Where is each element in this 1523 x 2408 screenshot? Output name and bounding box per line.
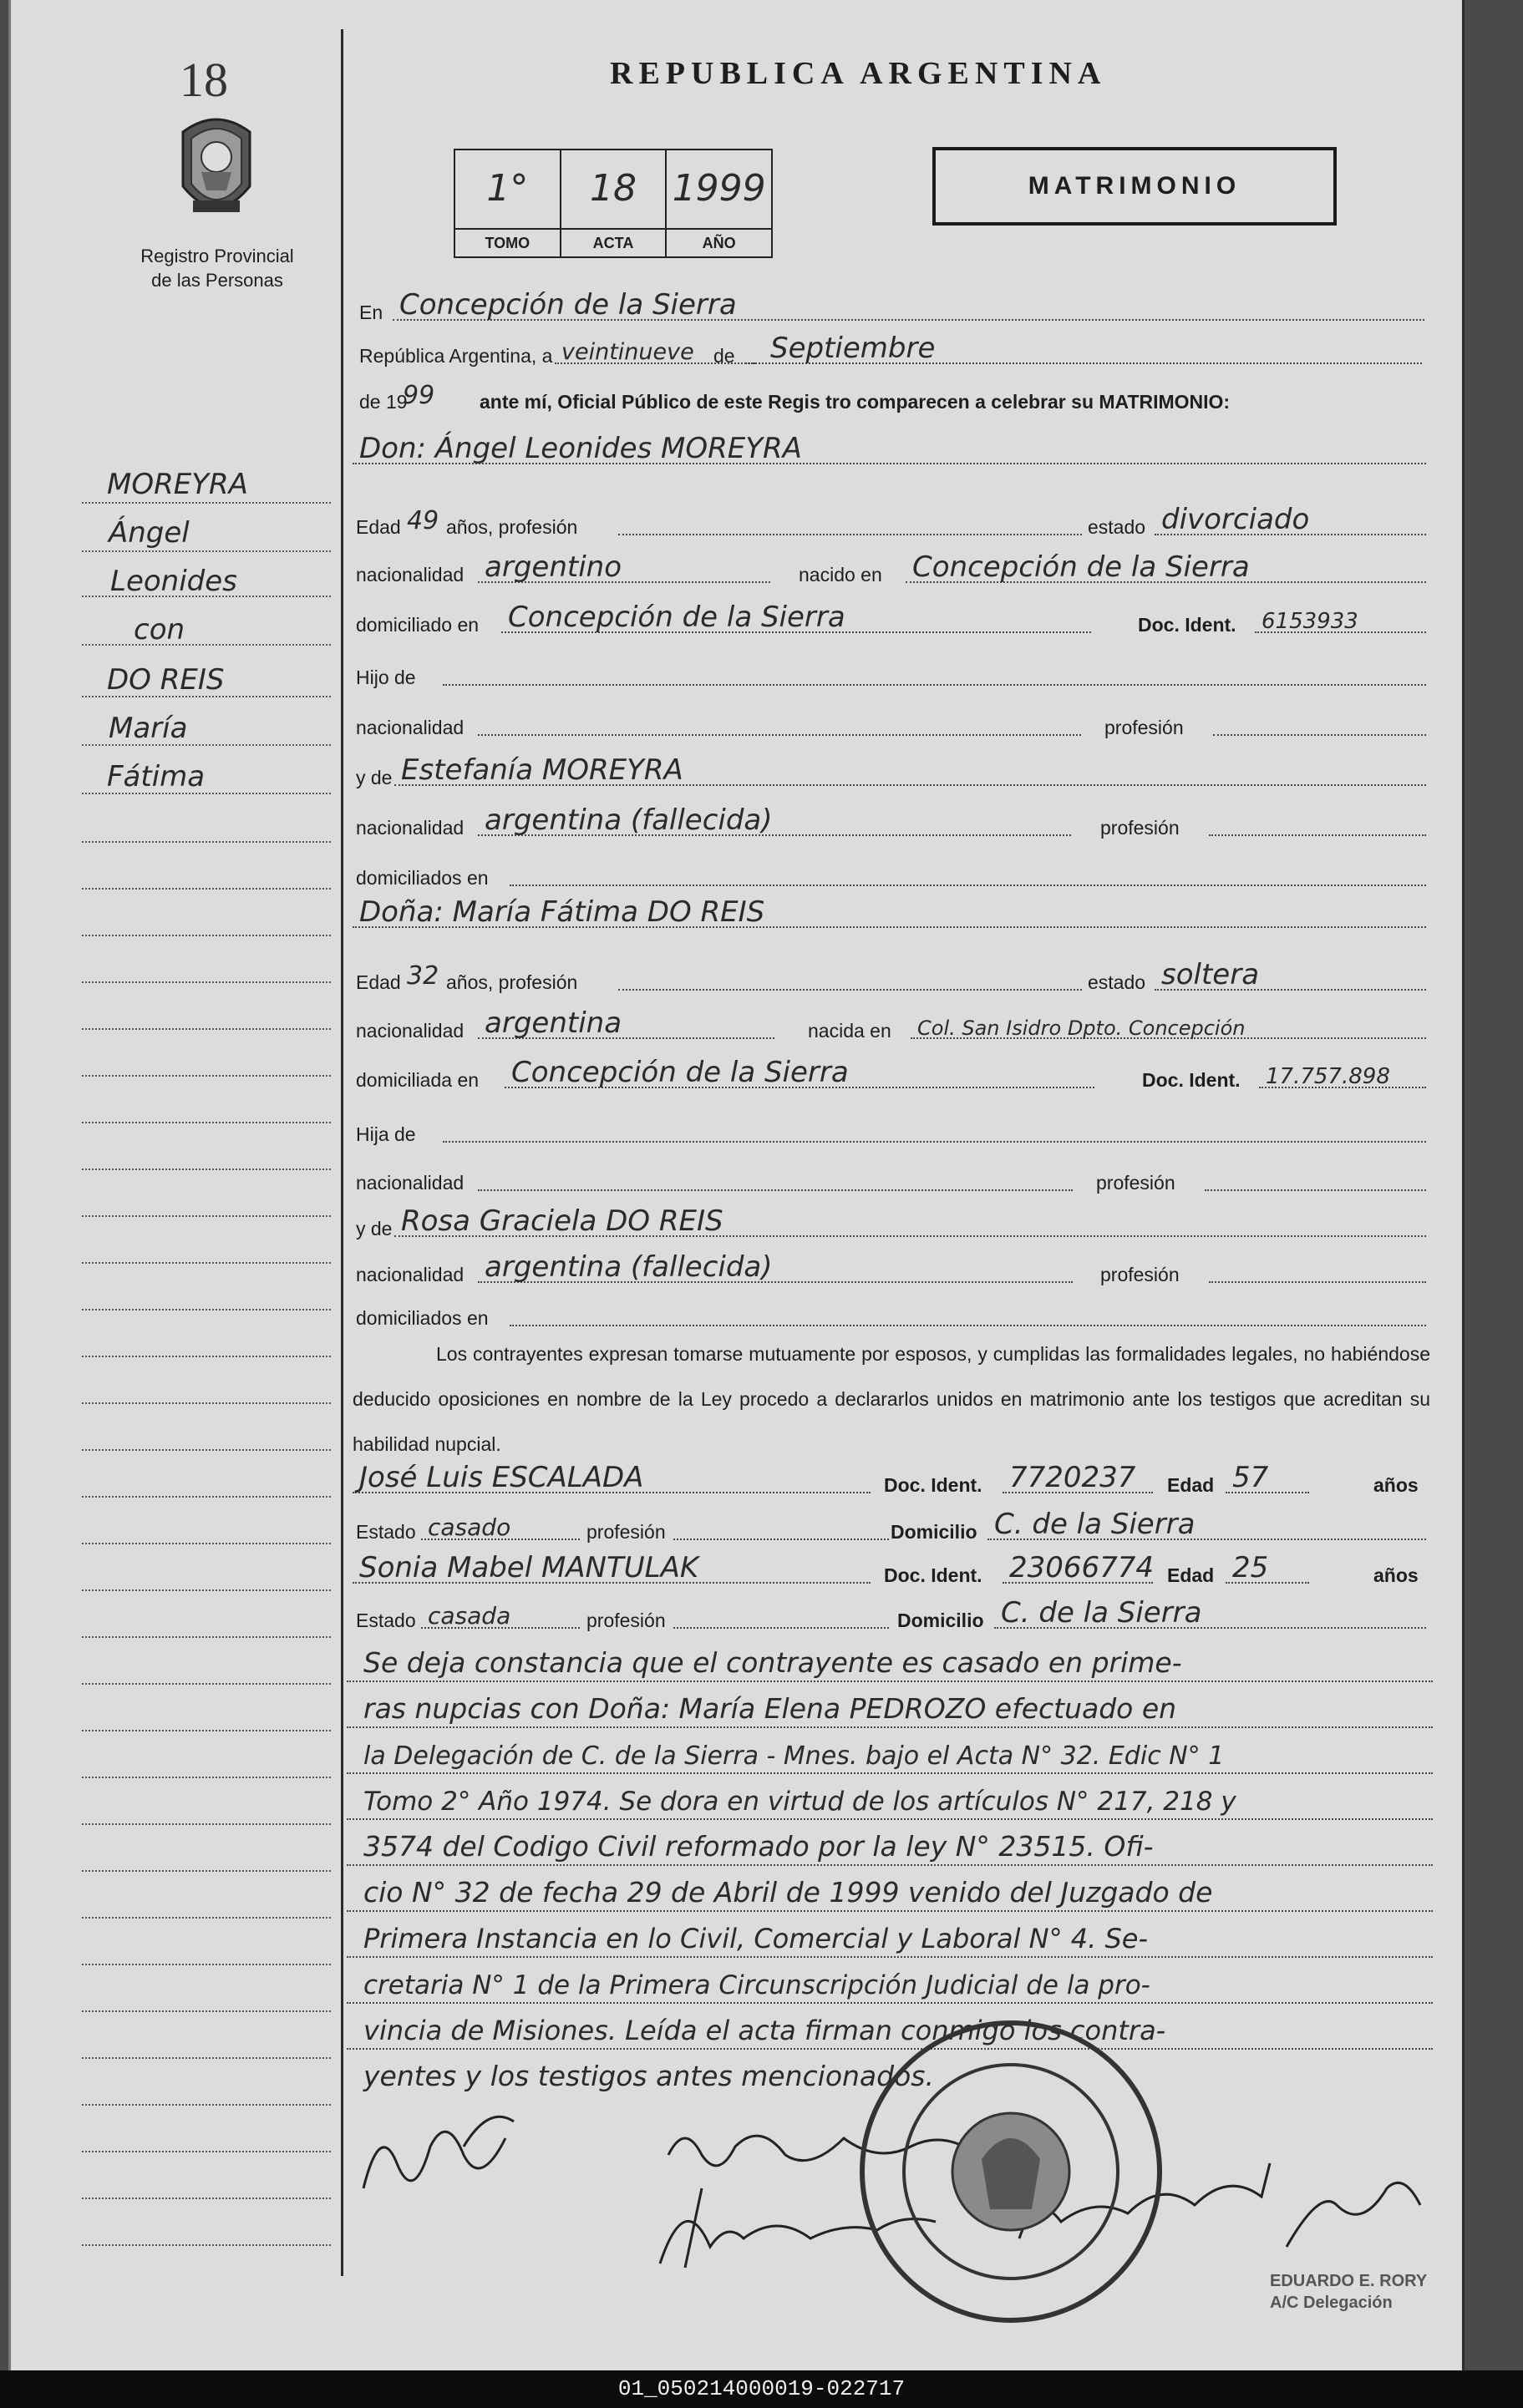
note-text: Primera Instancia en lo Civil, Comercial y Laboral N° 4. Se- [363, 1923, 1149, 1954]
witness2-doc-field [1003, 1551, 1155, 1584]
bride-birthplace: Col. San Isidro Dpto. Concepción [917, 1016, 1246, 1040]
bride-birthplace-field [911, 1016, 1426, 1040]
groom-birthplace: Concepción de la Sierra [912, 550, 1250, 584]
bride-mother: Rosa Graciela DO REIS [401, 1204, 723, 1238]
margin-line [82, 2197, 331, 2199]
bride-name: Doña: María Fátima DO REIS [359, 895, 765, 929]
acta-reference-box [454, 149, 773, 258]
witness1-doc-field [1003, 1461, 1153, 1494]
bride-father-field [443, 1141, 1426, 1143]
edad-label: Edad [356, 971, 401, 993]
groom-domicile: Concepción de la Sierra [508, 601, 845, 634]
tomo-value: 1° [486, 167, 529, 210]
note-text: 3574 del Codigo Civil reformado por la ley N° 23515. Ofi- [363, 1830, 1154, 1863]
registro-provincial-label [117, 244, 317, 292]
note-line [347, 1685, 1433, 1728]
margin-name-4: Fátima [107, 760, 206, 793]
margin-line [82, 1916, 331, 1919]
row-groom-nationality [353, 550, 1430, 591]
bride-doc: 17.757.898 [1266, 1064, 1390, 1089]
margin-line [82, 1168, 331, 1170]
row-year [353, 380, 1430, 418]
anos-label: años [1373, 1474, 1419, 1496]
bride-mother-nat: argentina (fallecida) [485, 1250, 773, 1284]
delegacion-title: A/C Delegación [1270, 2294, 1393, 2312]
note-line [347, 1731, 1433, 1774]
delegacion-name: EDUARDO E. RORY [1270, 2272, 1428, 2290]
margin-line [82, 501, 331, 504]
tomo-cell [455, 150, 561, 256]
witness1-doc: 7720237 [1009, 1461, 1136, 1494]
row-place [353, 288, 1430, 329]
margin-line [82, 1402, 331, 1404]
margin-line [82, 550, 331, 552]
row-bride-father-nat [353, 1161, 1430, 1199]
edad-label: Edad [356, 516, 401, 538]
bride-mother-prof-field [1209, 1281, 1426, 1283]
witness2-domicile: C. de la Sierra [1001, 1596, 1202, 1630]
acta-label: ACTA [561, 228, 666, 256]
witness1-prof-field [673, 1539, 889, 1540]
domiciliada-label: domiciliada en [356, 1069, 480, 1091]
margin-line [82, 1589, 331, 1591]
margin-line [82, 1027, 331, 1030]
registro-line-2: de las Personas [151, 270, 283, 291]
note-line [347, 1914, 1433, 1958]
ano-value: 1999 [672, 167, 766, 210]
groom-nationality-field [478, 550, 770, 584]
bride-father-nat-field [478, 1189, 1073, 1191]
margin-line [82, 1822, 331, 1825]
doc-ident-label: Doc. Ident. [884, 1564, 982, 1586]
witness1-age-field [1226, 1461, 1309, 1494]
margin-line [82, 1074, 331, 1077]
acta-cell [561, 150, 668, 256]
bride-nationality: argentina [485, 1006, 622, 1040]
groom-nationality: argentino [485, 550, 622, 584]
bride-nationality-field [478, 1006, 774, 1040]
registro-line-1: Registro Provincial [140, 246, 294, 266]
bride-doc-field [1259, 1064, 1426, 1089]
bride-mother-nat-field [478, 1250, 1073, 1284]
place-value: Concepción de la Sierra [399, 288, 737, 322]
witness2-age-field [1226, 1551, 1309, 1584]
margin-line [82, 1729, 331, 1731]
anos-label: años [1373, 1564, 1419, 1586]
margin-line [82, 981, 331, 983]
estado-label: Estado [356, 1521, 416, 1543]
witness1-age: 57 [1232, 1461, 1269, 1494]
official-stamp-icon [856, 2017, 1165, 2326]
groom-mother-nat: argentina (fallecida) [485, 804, 773, 837]
witness2-estado: casada [428, 1602, 511, 1630]
row-date [353, 334, 1430, 373]
anos-profesion-label: años, profesión [446, 971, 578, 993]
margin-line [82, 2010, 331, 2012]
groom-age: 49 [407, 506, 439, 535]
anos-profesion-label: años, profesión [446, 516, 578, 538]
bride-mother-field [394, 1204, 1426, 1238]
nacionalidad-label: nacionalidad [356, 717, 465, 738]
note-text: cretaria N° 1 de la Primera Circunscripción Judicial de la pro- [363, 1970, 1150, 2000]
domiciliados-label: domiciliados en [356, 1307, 489, 1329]
witness1-name: José Luis ESCALADA [359, 1461, 644, 1494]
margin-line [82, 2243, 331, 2246]
row-bride-parents-domicile [353, 1296, 1430, 1335]
row-witness1-details [353, 1510, 1430, 1549]
margin-surname-1: MOREYRA [107, 468, 248, 501]
edad-label: Edad [1167, 1474, 1215, 1496]
margin-line [82, 2150, 331, 2152]
row-bride-age [353, 958, 1430, 999]
witness1-estado-field [421, 1513, 580, 1541]
row-bride-father [353, 1113, 1430, 1151]
margin-surname-2: DO REIS [107, 663, 225, 697]
margin-line [82, 1495, 331, 1498]
margin-line [82, 1963, 331, 1965]
witness2-domicile-field [994, 1596, 1426, 1630]
groom-father-field [443, 684, 1426, 686]
signature-groom [347, 2088, 564, 2213]
row-witness2-details [353, 1596, 1430, 1637]
estado-label: Estado [356, 1610, 416, 1631]
bride-domicile: Concepción de la Sierra [511, 1056, 849, 1089]
margin-line [82, 1635, 331, 1638]
margin-line [82, 2056, 331, 2059]
hijo-de-label: Hijo de [356, 667, 416, 688]
acta-value: 18 [590, 167, 637, 210]
margin-separator-rule [341, 29, 343, 2276]
margin-line [82, 1682, 331, 1685]
margin-line [82, 934, 331, 936]
domiciliado-label: domiciliado en [356, 614, 480, 636]
margin-line [82, 1308, 331, 1310]
en-label: En [359, 302, 383, 323]
groom-mother-prof-field [1209, 834, 1426, 836]
bride-age: 32 [407, 961, 439, 991]
country-title: REPUBLICA ARGENTINA [610, 56, 1107, 91]
profesion-label: profesión [1100, 1264, 1180, 1285]
ano-label: AÑO [667, 228, 771, 256]
doc-ident-label: Doc. Ident. [884, 1474, 982, 1496]
profesion-label: profesión [586, 1610, 666, 1631]
groom-name: Don: Ángel Leonides MOREYRA [359, 432, 802, 465]
groom-mother: Estefanía MOREYRA [401, 753, 683, 787]
provincial-seal-icon [171, 107, 261, 228]
witness1-estado: casado [428, 1513, 511, 1541]
note-line [347, 1960, 1433, 2004]
margin-line [82, 1261, 331, 1264]
document-page [8, 0, 1465, 2370]
margin-con: con [134, 613, 185, 646]
note-text: Se deja constancia que el contrayente es casado en prime- [363, 1646, 1182, 1679]
doc-ident-label: Doc. Ident. [1138, 614, 1236, 636]
groom-father-nat-field [478, 734, 1081, 736]
row-witness1 [353, 1463, 1430, 1502]
row-bride-nationality [353, 1006, 1430, 1047]
profesion-label: profesión [1104, 717, 1184, 738]
nacionalidad-label: nacionalidad [356, 817, 465, 839]
document-type-box: MATRIMONIO [932, 147, 1337, 226]
year-prefix: de 19 [359, 391, 408, 413]
bride-father-prof-field [1205, 1189, 1426, 1191]
row-groom-father [353, 656, 1430, 694]
witness2-age: 25 [1232, 1551, 1269, 1584]
witness2-prof-field [673, 1627, 889, 1629]
de-label: de [713, 345, 735, 367]
bride-domicile-field [505, 1056, 1094, 1089]
note-line [347, 1868, 1433, 1912]
domiciliados-label: domiciliados en [356, 867, 489, 889]
bride-estado: soltera [1161, 958, 1260, 991]
row-bride-domicile [353, 1058, 1430, 1097]
row-groom-age [353, 505, 1430, 544]
y-de-label: y de [356, 1218, 393, 1239]
groom-birthplace-field [906, 550, 1426, 584]
margin-line [82, 2103, 331, 2106]
bride-name-field [353, 895, 1426, 929]
row-groom-father-nat [353, 706, 1430, 744]
place-field [393, 288, 1424, 322]
note-line [347, 1639, 1433, 1682]
year-value: 99 [403, 381, 435, 410]
witness1-domicile-field [987, 1508, 1426, 1541]
bride-profession-field [618, 989, 1082, 991]
margin-line [82, 1121, 331, 1123]
groom-name-field [353, 432, 1426, 465]
bride-estado-field [1155, 958, 1426, 991]
row-bride-mother-nat [353, 1250, 1430, 1291]
note-line [347, 1822, 1433, 1866]
margin-line [82, 1355, 331, 1357]
row-groom-mother-nat [353, 806, 1430, 844]
nacido-label: nacido en [799, 564, 882, 586]
witness2-estado-field [421, 1602, 580, 1630]
republica-label: República Argentina, a [359, 345, 553, 367]
margin-line [82, 643, 331, 646]
edad-label: Edad [1167, 1564, 1215, 1586]
margin-name-2: Leonides [110, 565, 237, 598]
day-value: veintinueve [561, 339, 694, 365]
margin-line [82, 887, 331, 890]
y-de-label: y de [356, 767, 393, 788]
groom-father-prof-field [1213, 734, 1426, 736]
witness1-name-field [353, 1461, 871, 1494]
nacionalidad-label: nacionalidad [356, 1172, 465, 1194]
nacionalidad-label: nacionalidad [356, 1020, 465, 1042]
groom-profession-field [618, 534, 1082, 535]
witness2-name: Sonia Mabel MANTULAK [359, 1551, 699, 1584]
note-text: yentes y los testigos antes mencionados. [363, 2060, 934, 2092]
groom-parents-domicile-field [510, 885, 1426, 886]
domicilio-label: Domicilio [891, 1521, 977, 1543]
groom-domicile-field [501, 601, 1091, 634]
witness1-domicile: C. de la Sierra [994, 1508, 1196, 1541]
ano-cell [667, 150, 771, 256]
row-groom-mother [353, 753, 1430, 794]
margin-name-3: María [109, 712, 188, 745]
note-text: ras nupcias con Doña: María Elena PEDROZO efectuado en [363, 1692, 1177, 1725]
nacionalidad-label: nacionalidad [356, 564, 465, 586]
row-groom-name [353, 434, 1430, 473]
row-groom-domicile [353, 603, 1430, 641]
groom-doc: 6153933 [1262, 609, 1358, 634]
margin-line [82, 840, 331, 843]
groom-estado: divorciado [1161, 503, 1310, 536]
nacionalidad-label: nacionalidad [356, 1264, 465, 1285]
groom-mother-field [394, 753, 1426, 787]
doc-ident-label: Doc. Ident. [1142, 1069, 1241, 1091]
nacida-label: nacida en [808, 1020, 891, 1042]
note-text: cio N° 32 de fecha 29 de Abril de 1999 venido del Juzgado de [363, 1876, 1213, 1909]
note-line [347, 1777, 1433, 1820]
groom-mother-nat-field [478, 804, 1071, 837]
left-margin-rule [8, 0, 11, 2370]
estado-label: estado [1088, 516, 1146, 538]
groom-doc-field [1255, 609, 1426, 634]
margin-line [82, 1776, 331, 1778]
witness2-name-field [353, 1551, 871, 1584]
intro-text: ante mí, Oficial Público de este Regis tro comparecen a celebrar su MATRIMONIO: [480, 391, 1231, 413]
page-number: 18 [180, 53, 228, 107]
bride-parents-domicile-field [510, 1325, 1426, 1326]
profesion-label: profesión [586, 1521, 666, 1543]
groom-estado-field [1155, 503, 1426, 536]
row-groom-parents-domicile [353, 856, 1430, 895]
document-id-footer: 01_050214000019-022717 [0, 2370, 1523, 2408]
witness2-doc: 23066774 [1009, 1551, 1155, 1584]
margin-name-1: Ángel [109, 516, 190, 550]
profesion-label: profesión [1100, 817, 1180, 839]
margin-line [82, 1448, 331, 1451]
declaration-paragraph: Los contrayentes expresan tomarse mutuamente por esposos, y cumplidas las formalidades legales, no habiéndose deducido oposiciones en nombre de la Ley procedo a declararlos unidos en matrimonio ante los testigos que acreditan su habilidad nupcial. [353, 1343, 1430, 1455]
delegacion-stamp [1270, 2270, 1427, 2314]
month-value: Septiembre [770, 332, 936, 365]
hija-de-label: Hija de [356, 1123, 416, 1145]
estado-label: estado [1088, 971, 1146, 993]
profesion-label: profesión [1096, 1172, 1175, 1194]
row-witness2 [353, 1551, 1430, 1592]
note-text: la Delegación de C. de la Sierra - Mnes. bajo el Acta N° 32. Edic N° 1 [363, 1741, 1225, 1771]
note-text: vincia de Misiones. Leída el acta firman conmigo los contra- [363, 2015, 1166, 2046]
margin-line [82, 1869, 331, 1872]
domicilio-label: Domicilio [897, 1610, 984, 1631]
margin-line [82, 1542, 331, 1544]
tomo-label: TOMO [455, 228, 560, 256]
row-bride-name [353, 895, 1430, 936]
note-text: Tomo 2° Año 1974. Se dora en virtud de los artículos N° 217, 218 y [363, 1787, 1236, 1817]
month-field [745, 332, 1422, 365]
row-bride-mother [353, 1204, 1430, 1245]
margin-line [82, 1214, 331, 1217]
